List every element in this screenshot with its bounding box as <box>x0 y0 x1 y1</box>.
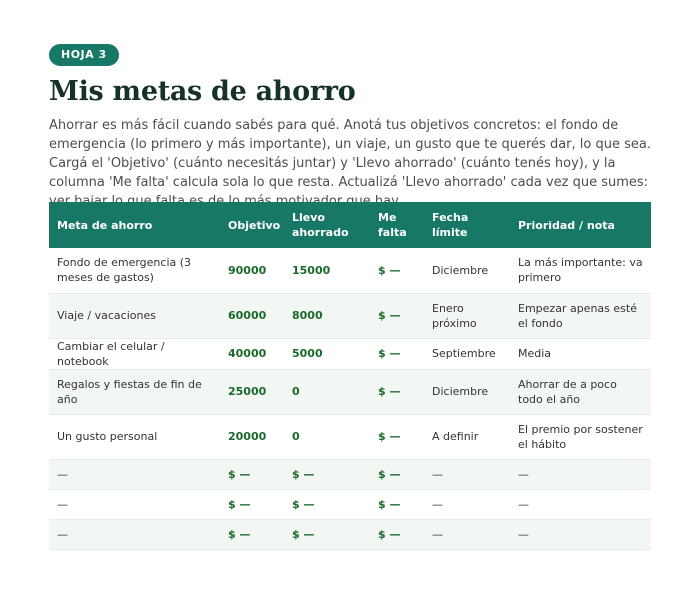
table-row <box>49 459 651 489</box>
cell-target[interactable]: 40000 <box>220 338 284 369</box>
cell-saved[interactable]: 15000 <box>284 248 370 293</box>
cell-target[interactable]: 25000 <box>220 369 284 414</box>
cell-remaining: $ — <box>370 489 424 519</box>
table-row <box>49 414 651 459</box>
header-target: Objetivo <box>220 202 284 248</box>
cell-priority[interactable]: — <box>510 459 651 489</box>
savings-goals-table <box>49 202 651 550</box>
cell-goal[interactable]: — <box>49 489 220 519</box>
table-row <box>49 489 651 519</box>
table-row <box>49 369 651 414</box>
cell-saved[interactable]: 0 <box>284 369 370 414</box>
cell-goal[interactable]: Viaje / vacaciones <box>49 293 220 338</box>
cell-remaining: $ — <box>370 338 424 369</box>
cell-goal[interactable]: Un gusto personal <box>49 414 220 459</box>
cell-deadline[interactable]: — <box>424 519 510 549</box>
cell-remaining: $ — <box>370 369 424 414</box>
cell-goal[interactable]: — <box>49 519 220 549</box>
cell-saved[interactable]: 5000 <box>284 338 370 369</box>
cell-goal[interactable]: — <box>49 459 220 489</box>
sheet-badge: HOJA 3 <box>49 44 119 66</box>
cell-goal[interactable]: Fondo de emergencia (3 meses de gastos) <box>49 248 220 293</box>
cell-priority[interactable]: La más importante: va primero <box>510 248 651 293</box>
cell-deadline[interactable]: — <box>424 489 510 519</box>
cell-saved[interactable]: $ — <box>284 459 370 489</box>
cell-remaining: $ — <box>370 248 424 293</box>
cell-deadline[interactable]: — <box>424 459 510 489</box>
cell-priority[interactable]: Ahorrar de a poco todo el año <box>510 369 651 414</box>
cell-deadline[interactable]: A definir <box>424 414 510 459</box>
cell-remaining: $ — <box>370 414 424 459</box>
cell-target[interactable]: $ — <box>220 459 284 489</box>
header-priority: Prioridad / nota <box>510 202 651 248</box>
header-deadline: Fecha límite <box>424 202 510 248</box>
cell-priority[interactable]: — <box>510 489 651 519</box>
table-row <box>49 293 651 338</box>
cell-priority[interactable]: Media <box>510 338 651 369</box>
cell-deadline[interactable]: Diciembre <box>424 369 510 414</box>
cell-deadline[interactable]: Diciembre <box>424 248 510 293</box>
cell-target[interactable]: 90000 <box>220 248 284 293</box>
table-header-row <box>49 202 651 248</box>
cell-priority[interactable]: El premio por sostener el hábito <box>510 414 651 459</box>
cell-remaining: $ — <box>370 293 424 338</box>
page-description: Ahorrar es más fácil cuando sabés para qué. Anotá tus objetivos concretos: el fondo de emergencia (lo primero y más importante), un viaje, un gusto que te querés dar, lo que sea. Cargá el 'Objetivo' (cuánto necesitás juntar) y 'Llevo ahorrado' (cuánto tenés hoy), y la columna 'Me falta' calcula sola lo que resta. Actualizá 'Llevo ahorrado' cada vez que sumes: <box>49 118 651 190</box>
cell-saved[interactable]: $ — <box>284 489 370 519</box>
cell-remaining: $ — <box>370 459 424 489</box>
cell-target[interactable]: 60000 <box>220 293 284 338</box>
cell-target[interactable]: $ — <box>220 519 284 549</box>
cell-saved[interactable]: 8000 <box>284 293 370 338</box>
cell-deadline[interactable]: Enero próximo <box>424 293 510 338</box>
cell-goal[interactable]: Regalos y fiestas de fin de año <box>49 369 220 414</box>
cell-saved[interactable]: 0 <box>284 414 370 459</box>
table-row <box>49 519 651 549</box>
cell-remaining: $ — <box>370 519 424 549</box>
header-saved: Llevo ahorrado <box>284 202 370 248</box>
cell-priority[interactable]: — <box>510 519 651 549</box>
cell-deadline[interactable]: Septiembre <box>424 338 510 369</box>
header-goal: Meta de ahorro <box>49 202 220 248</box>
cell-target[interactable]: 20000 <box>220 414 284 459</box>
header-remaining: Me falta <box>370 202 424 248</box>
page-title: Mis metas de ahorro <box>49 76 356 107</box>
cell-saved[interactable]: $ — <box>284 519 370 549</box>
table-row <box>49 338 651 369</box>
cell-priority[interactable]: Empezar apenas esté el fondo <box>510 293 651 338</box>
cell-goal[interactable]: Cambiar el celular / notebook <box>49 338 220 369</box>
table-row <box>49 248 651 293</box>
cell-target[interactable]: $ — <box>220 489 284 519</box>
